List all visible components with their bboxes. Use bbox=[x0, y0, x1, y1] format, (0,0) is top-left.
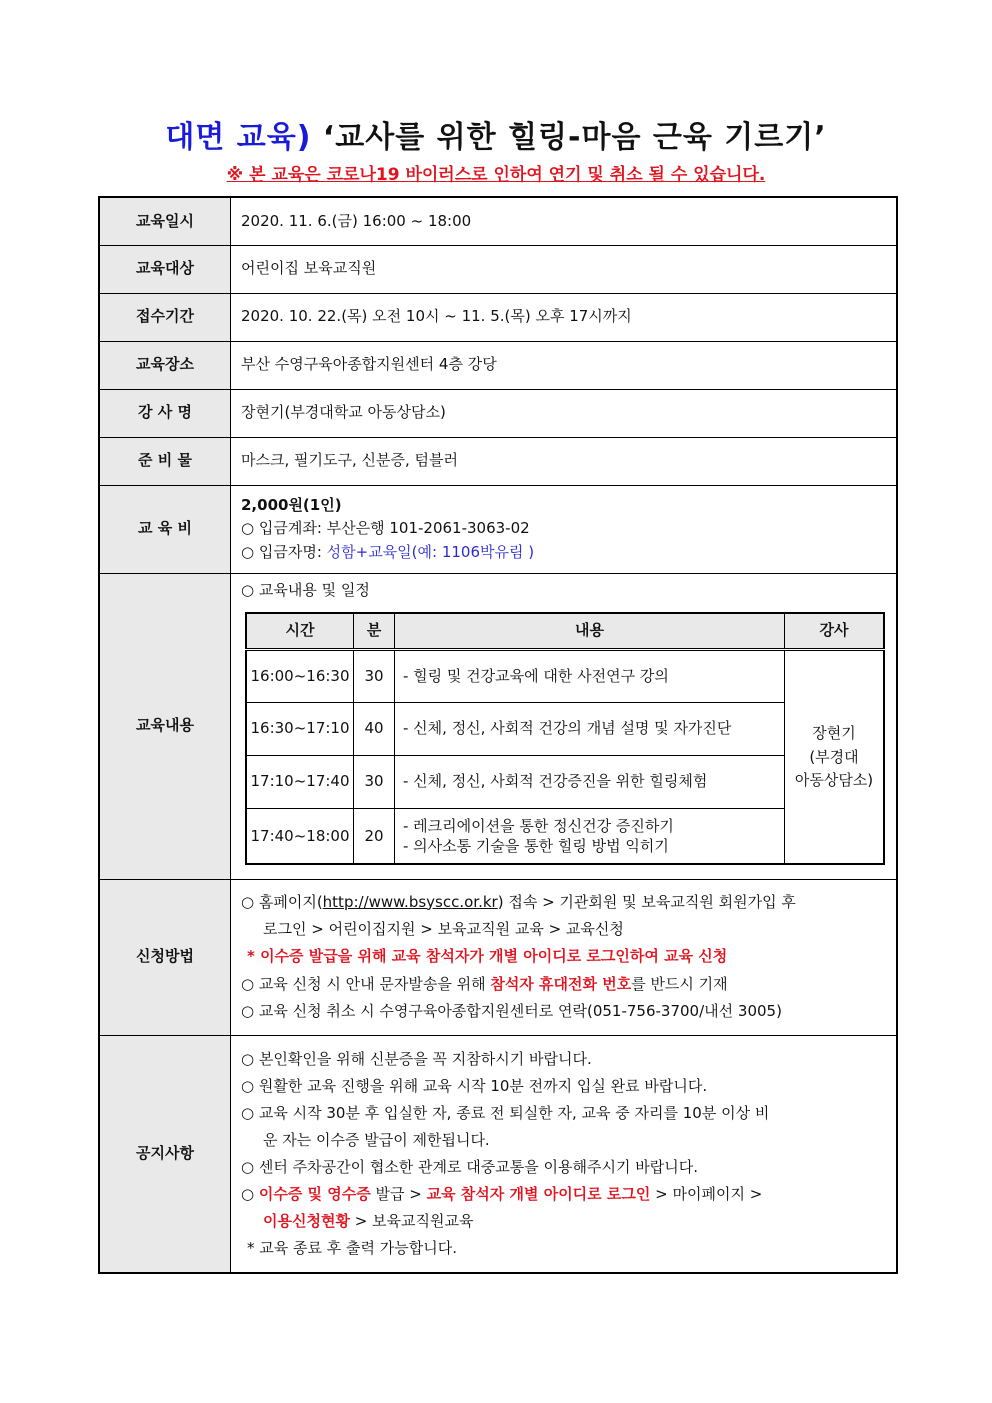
schedule-content: - 신체, 정신, 사회적 건강의 개념 설명 및 자가진단 bbox=[395, 702, 785, 755]
row-notice bbox=[99, 1035, 897, 1273]
apply-line1-cont: 로그인 > 어린이집지원 > 보육교직원 교육 > 교육신청 bbox=[263, 920, 624, 939]
row-place bbox=[99, 341, 897, 389]
apply-line1 bbox=[241, 889, 886, 916]
notice-line5-c: > 마이페이지 > bbox=[650, 1184, 763, 1203]
notice-line3: ○ 교육 시작 30분 후 입실한 자, 종료 전 퇴실한 자, 교육 중 자리를 10분 이상 비 bbox=[241, 1103, 770, 1122]
notice-line5-red2: 교육 참석자 개별 아이디로 로그인 bbox=[426, 1184, 651, 1203]
page-title bbox=[0, 112, 992, 156]
label-target: 교육대상 bbox=[99, 245, 231, 293]
row-content bbox=[99, 573, 897, 879]
apply-line3-red: 참석자 휴대전화 번호 bbox=[490, 974, 632, 993]
schedule-minutes: 30 bbox=[354, 755, 395, 808]
label-reception: 접수기간 bbox=[99, 293, 231, 341]
row-fee bbox=[99, 485, 897, 573]
schedule-content-line2: - 의사소통 기술을 통한 힐링 방법 익히기 bbox=[403, 837, 669, 856]
fee-depositor bbox=[241, 541, 886, 564]
notice-line6: * 교육 종료 후 출력 가능합니다. bbox=[247, 1238, 457, 1257]
apply-line3-b: 를 반드시 기재 bbox=[631, 974, 728, 993]
value-fee bbox=[231, 485, 898, 573]
table-row bbox=[246, 649, 884, 702]
info-table bbox=[98, 196, 898, 1274]
notice-line5 bbox=[241, 1181, 886, 1208]
notice-line5-d: > 보육교직원교육 bbox=[349, 1211, 474, 1230]
notice-banner: ※ 본 교육은 코로나19 바이러스로 인하여 연기 및 취소 될 수 있습니다. bbox=[226, 165, 766, 185]
schedule-content bbox=[395, 808, 785, 864]
row-date bbox=[99, 197, 897, 245]
schedule-lecturer-org2: 아동상담소) bbox=[794, 770, 874, 789]
schedule-time: 17:40~18:00 bbox=[246, 808, 354, 864]
schedule-lecturer bbox=[785, 649, 885, 864]
fee-depositor-value: 성함+교육일(예: 1106박유림 ) bbox=[326, 542, 535, 561]
schedule-minutes: 20 bbox=[354, 808, 395, 864]
schedule-time: 17:10~17:40 bbox=[246, 755, 354, 808]
schedule-content-line1: - 레크리에이션을 통한 정신건강 증진하기 bbox=[403, 816, 674, 835]
schedule-time: 16:30~17:10 bbox=[246, 702, 354, 755]
apply-line1-b: ) 접속 > 기관회원 및 보육교직원 회원가입 후 bbox=[497, 892, 796, 911]
value-lecturer: 장현기(부경대학교 아동상담소) bbox=[231, 389, 898, 437]
header-lecturer: 강사 bbox=[785, 613, 885, 650]
schedule-time: 16:00~16:30 bbox=[246, 649, 354, 702]
schedule-minutes: 40 bbox=[354, 702, 395, 755]
title-main: ‘교사를 위한 힐링-마음 근육 기르기’ bbox=[322, 120, 827, 155]
value-supplies: 마스크, 필기도구, 신분증, 텀블러 bbox=[231, 437, 898, 485]
schedule-header bbox=[246, 613, 884, 650]
apply-line3-a: ○ 교육 신청 시 안내 문자발송을 위해 bbox=[241, 974, 491, 993]
value-place: 부산 수영구육아종합지원센터 4층 강당 bbox=[231, 341, 898, 389]
apply-line3 bbox=[241, 971, 886, 998]
label-fee: 교 육 비 bbox=[99, 485, 231, 573]
schedule-content: - 힐링 및 건강교육에 대한 사전연구 강의 bbox=[395, 649, 785, 702]
row-supplies bbox=[99, 437, 897, 485]
title-prefix: 대면 교육) bbox=[165, 120, 312, 155]
header-content: 내용 bbox=[395, 613, 785, 650]
apply-line2: * 이수증 발급을 위해 교육 참석자가 개별 아이디로 로그인하여 교육 신청 bbox=[247, 947, 728, 966]
notice-line4: ○ 센터 주차공간이 협소한 관계로 대중교통을 이용해주시기 바랍니다. bbox=[241, 1157, 698, 1176]
value-reception: 2020. 10. 22.(목) 오전 10시 ~ 11. 5.(목) 오후 17시까지 bbox=[231, 293, 898, 341]
header-minutes: 분 bbox=[354, 613, 395, 650]
notice-line5-a: ○ bbox=[241, 1184, 259, 1203]
label-date: 교육일시 bbox=[99, 197, 231, 245]
row-apply bbox=[99, 879, 897, 1035]
content-intro: ○ 교육내용 및 일정 bbox=[241, 580, 370, 599]
label-content: 교육내용 bbox=[99, 573, 231, 879]
label-place: 교육장소 bbox=[99, 341, 231, 389]
apply-line4: ○ 교육 신청 취소 시 수영구육아종합지원센터로 연락(051-756-3700/내선 3005) bbox=[241, 1001, 782, 1020]
notice-line5-b: 발급 > bbox=[370, 1184, 427, 1203]
label-notice: 공지사항 bbox=[99, 1035, 231, 1273]
label-lecturer: 강 사 명 bbox=[99, 389, 231, 437]
notice-line3-cont: 운 자는 이수증 발급이 제한됩니다. bbox=[263, 1130, 490, 1149]
value-apply bbox=[231, 879, 898, 1035]
header-time: 시간 bbox=[246, 613, 354, 650]
schedule-minutes: 30 bbox=[354, 649, 395, 702]
value-content bbox=[231, 573, 898, 879]
label-supplies: 준 비 물 bbox=[99, 437, 231, 485]
row-lecturer bbox=[99, 389, 897, 437]
schedule-lecturer-name: 장현기 bbox=[812, 724, 856, 743]
notice-line5-red1: 이수증 및 영수증 bbox=[258, 1184, 371, 1203]
schedule-content: - 신체, 정신, 사회적 건강증진을 위한 힐링체험 bbox=[395, 755, 785, 808]
apply-line1-a: ○ 홈페이지( bbox=[241, 892, 323, 911]
value-notice bbox=[231, 1035, 898, 1273]
homepage-link[interactable]: http://www.bsyscc.or.kr bbox=[322, 892, 498, 911]
row-reception bbox=[99, 293, 897, 341]
value-target: 어린이집 보육교직원 bbox=[231, 245, 898, 293]
value-date: 2020. 11. 6.(금) 16:00 ~ 18:00 bbox=[231, 197, 898, 245]
fee-amount: 2,000원(1인) bbox=[241, 496, 342, 515]
notice-line2: ○ 원활한 교육 진행을 위해 교육 시작 10분 전까지 입실 완료 바랍니다. bbox=[241, 1076, 708, 1095]
schedule-lecturer-org1: (부경대 bbox=[809, 747, 859, 766]
label-apply: 신청방법 bbox=[99, 879, 231, 1035]
notice-line5-red3: 이용신청현황 bbox=[263, 1211, 350, 1230]
schedule-table bbox=[245, 612, 885, 866]
row-target bbox=[99, 245, 897, 293]
fee-depositor-label: ○ 입금자명: bbox=[241, 542, 327, 561]
fee-account: ○ 입금계좌: 부산은행 101-2061-3063-02 bbox=[241, 519, 530, 538]
notice-line1: ○ 본인확인을 위해 신분증을 꼭 지참하시기 바랍니다. bbox=[241, 1049, 592, 1068]
notice-line5-cont bbox=[241, 1208, 886, 1235]
